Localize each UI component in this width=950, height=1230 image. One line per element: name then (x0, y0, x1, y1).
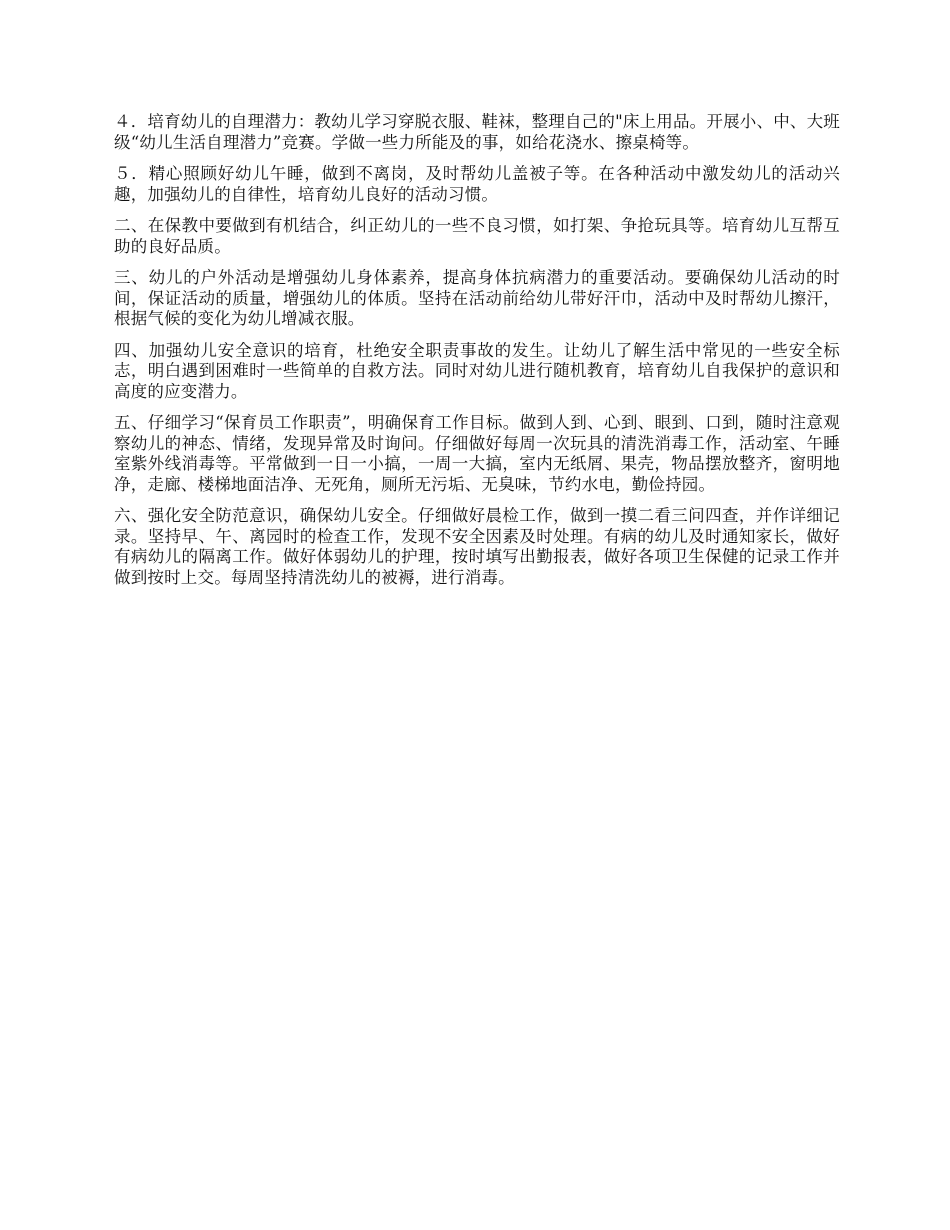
document-body (114, 112, 840, 599)
paragraph-safety-awareness: 四、加强幼儿安全意识的培育，杜绝安全职责事故的发生。让幼儿了解生活中常见的一些安全标志，明白遇到困难时一些简单的自救方法。同时对幼儿进行随机教育，培育幼儿自我保护的意识和高度的应变潜力。 (114, 340, 840, 401)
paragraph-habits: 二、在保教中要做到有机结合，纠正幼儿的一些不良习惯，如打架、争抢玩具等。培育幼儿互帮互助的良好品质。 (114, 216, 840, 256)
paragraph-nap-care: ５．精心照顾好幼儿午睡，做到不离岗，及时帮幼儿盖被子等。在各种活动中激发幼儿的活动兴趣，加强幼儿的自律性，培育幼儿良好的活动习惯。 (114, 164, 840, 204)
paragraph-outdoor-activity: 三、幼儿的户外活动是增强幼儿身体素养，提高身体抗病潜力的重要活动。要确保幼儿活动的时间，保证活动的质量，增强幼儿的体质。坚持在活动前给幼儿带好汗巾，活动中及时帮幼儿擦汗，根据气候的变化为幼儿增减衣服。 (114, 268, 840, 328)
paragraph-duties: 五、仔细学习“保育员工作职责”，明确保育工作目标。做到人到、心到、眼到、口到，随时注意观察幼儿的神态、情绪，发现异常及时询问。仔细做好每周一次玩具的清洗消毒工作，活动室、午睡室紫外线消毒等。平常做到一日一小搞，一周一大搞，室内无纸屑、果壳，物品摆放整齐，窗明地净，走廊、楼梯地面洁净、无死角，厕所无污垢、无臭味，节约水电，勤俭持园。 (114, 413, 840, 494)
paragraph-safety-prevention: 六、强化安全防范意识，确保幼儿安全。仔细做好晨检工作，做到一摸二看三问四查，并作详细记录。坚持早、午、离园时的检查工作，发现不安全因素及时处理。有病的幼儿及时通知家长，做好有病幼儿的隔离工作。做好体弱幼儿的护理，按时填写出勤报表，做好各项卫生保健的记录工作并做到按时上交。每周坚持清洗幼儿的被褥，进行消毒。 (114, 506, 840, 587)
paragraph-self-care: ４．培育幼儿的自理潜力：教幼儿学习穿脱衣服、鞋袜，整理自己的"床上用品。开展小、中、大班级“幼儿生活自理潜力”竞赛。学做一些力所能及的事，如给花浇水、擦桌椅等。 (114, 112, 840, 152)
